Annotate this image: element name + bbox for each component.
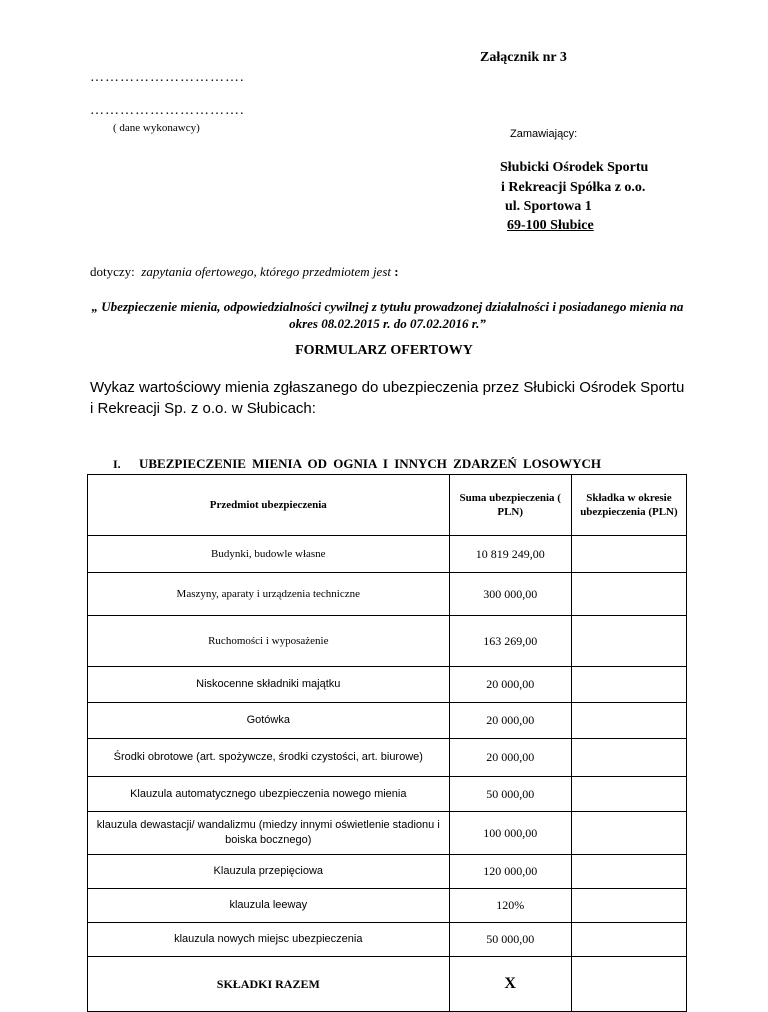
row-sum: 120%: [449, 889, 571, 923]
insurance-table: [87, 474, 687, 1012]
table-row: [88, 703, 687, 739]
row-sum: 20 000,00: [449, 703, 571, 739]
row-name: klauzula dewastacji/ wandalizmu (miedzy innymi oświetlenie stadionu i boiska bocznego): [88, 812, 450, 855]
total-row: [88, 957, 687, 1012]
header-sum: Suma ubezpieczenia ( PLN): [449, 475, 571, 536]
row-sum: 20 000,00: [449, 739, 571, 777]
orderer-label: Zamawiający:: [510, 128, 578, 140]
total-premium: [571, 957, 686, 1012]
row-name: Niskocenne składniki majątku: [88, 667, 450, 703]
table-row: [88, 616, 687, 667]
row-sum: 50 000,00: [449, 923, 571, 957]
row-name: Maszyny, aparaty i urządzenia techniczne: [88, 573, 450, 616]
row-sum: 50 000,00: [449, 777, 571, 812]
row-premium: [571, 667, 686, 703]
concerns-colon: :: [394, 264, 399, 279]
row-name: Budynki, budowle własne: [88, 536, 450, 573]
row-name: Klauzula przepięciowa: [88, 855, 450, 889]
concerns-text: zapytania ofertowego, którego przedmiotem jest: [141, 264, 392, 279]
orderer-address-line-2: i Rekreacji Spółka z o.o.: [501, 180, 646, 195]
row-premium: [571, 703, 686, 739]
table-row: [88, 667, 687, 703]
table-row: [88, 855, 687, 889]
row-premium: [571, 616, 686, 667]
table-row: [88, 923, 687, 957]
row-name: Ruchomości i wyposażenie: [88, 616, 450, 667]
table-row: [88, 739, 687, 777]
table-row: [88, 889, 687, 923]
table-header-row: [88, 475, 687, 536]
row-sum: 10 819 249,00: [449, 536, 571, 573]
row-premium: [571, 812, 686, 855]
concerns-prefix: dotyczy:: [90, 264, 135, 279]
header-subject: Przedmiot ubezpieczenia: [88, 475, 450, 536]
orderer-address-line-4: 69-100 Słubice: [507, 218, 594, 233]
orderer-address-line-1: Słubicki Ośrodek Sportu: [500, 160, 649, 175]
table-row: [88, 812, 687, 855]
table-row: [88, 777, 687, 812]
orderer-address-line-3: ul. Sportowa 1: [505, 199, 592, 214]
row-premium: [571, 739, 686, 777]
row-name: Środki obrotowe (art. spożywcze, środki czystości, art. biurowe): [88, 739, 450, 777]
subject-of-inquiry: „ Ubezpieczenie mienia, odpowiedzialności cywilnej z tytułu prowadzonej działalności i posiadanego mienia na okres 08.02.2015 r. do 07.02.2016 r.”: [91, 299, 684, 331]
contractor-dots-line-2: ………………………….: [90, 103, 245, 118]
row-name: klauzula leeway: [88, 889, 450, 923]
row-premium: [571, 573, 686, 616]
section-title: UBEZPIECZENIE MIENIA OD OGNIA I INNYCH ZDARZEŃ LOSOWYCH: [139, 456, 601, 471]
attachment-number: Załącznik nr 3: [480, 50, 567, 65]
table-row: [88, 536, 687, 573]
row-premium: [571, 536, 686, 573]
row-sum: 120 000,00: [449, 855, 571, 889]
row-name: Gotówka: [88, 703, 450, 739]
concerns-line: [90, 264, 399, 280]
total-sum: X: [449, 957, 571, 1012]
row-premium: [571, 777, 686, 812]
section-number: I.: [113, 457, 121, 471]
form-title: FORMULARZ OFERTOWY: [295, 343, 473, 358]
intro-paragraph: Wykaz wartościowy mienia zgłaszanego do ubezpieczenia przez Słubicki Ośrodek Sportu i Rekreacji Sp. z o.o. w Słubicach:: [90, 379, 685, 417]
total-label: SKŁADKI RAZEM: [88, 957, 450, 1012]
row-name: Klauzula automatycznego ubezpieczenia nowego mienia: [88, 777, 450, 812]
contractor-label: ( dane wykonawcy): [113, 122, 200, 134]
row-premium: [571, 889, 686, 923]
table-row: [88, 573, 687, 616]
row-sum: 300 000,00: [449, 573, 571, 616]
row-premium: [571, 855, 686, 889]
row-sum: 100 000,00: [449, 812, 571, 855]
row-premium: [571, 923, 686, 957]
row-sum: 20 000,00: [449, 667, 571, 703]
row-sum: 163 269,00: [449, 616, 571, 667]
header-premium: Składka w okresie ubezpieczenia (PLN): [571, 475, 686, 536]
row-name: klauzula nowych miejsc ubezpieczenia: [88, 923, 450, 957]
contractor-dots-line-1: ………………………….: [90, 70, 245, 85]
